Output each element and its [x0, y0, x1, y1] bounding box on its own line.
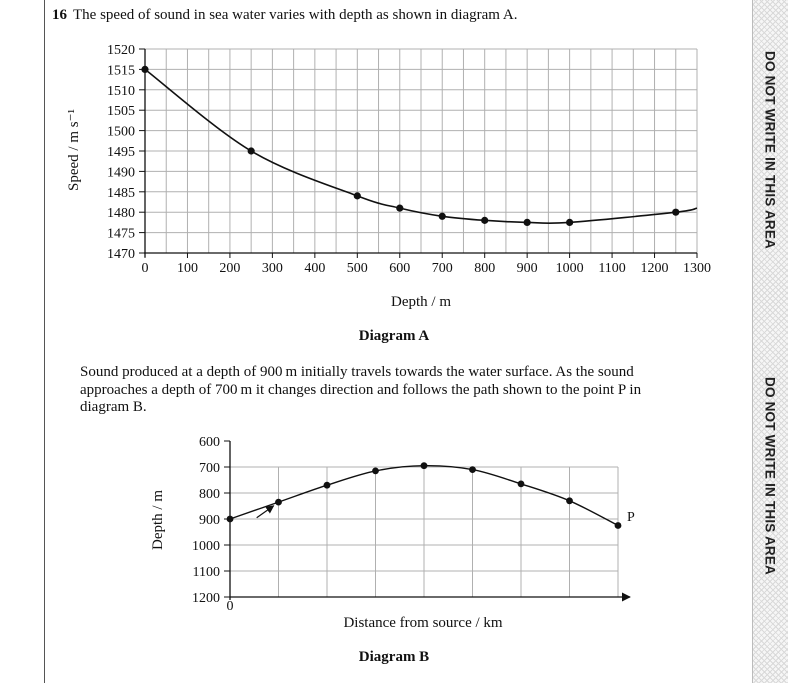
question-text: The speed of sound in sea water varies with depth as shown in diagram A.: [73, 7, 518, 23]
diagram-a-data-point: [672, 209, 679, 216]
diagram-a-data-point: [396, 205, 403, 212]
diagram-b-path-point: [275, 499, 282, 506]
diagram-a-data-point: [248, 147, 255, 154]
diagram-a-y-tick-labels: [107, 43, 145, 262]
diagram-a-data-point: [141, 66, 148, 73]
diagram-a-data-point: [481, 217, 488, 224]
diagram-a-y-tick-label: 1515: [107, 63, 135, 79]
diagram-a-y-tick-label: 1470: [107, 247, 135, 262]
diagram-a-x-tick-label: 700: [431, 261, 453, 276]
diagram-b-y-tick-label: 1100: [192, 565, 220, 580]
diagram-a-y-tick-label: 1485: [107, 185, 135, 201]
diagram-a-y-tick-label: 1500: [107, 124, 135, 140]
diagram-a-x-tick-label: 100: [176, 261, 198, 276]
diagram-a-data-point: [566, 219, 573, 226]
margin-warning-bottom: DO NOT WRITE IN THIS AREA: [762, 377, 778, 575]
diagram-b-point-p-label: P: [627, 510, 635, 525]
diagram-a-x-tick-label: 1100: [598, 261, 626, 276]
diagram-b-x-axis-label: Distance from source / km: [343, 615, 503, 631]
diagram-b-path-point: [469, 466, 476, 473]
diagram-a-x-tick-labels: [142, 253, 712, 276]
diagram-b-direction-arrow: [257, 506, 274, 518]
diagram-b-caption: Diagram B: [358, 649, 430, 665]
diagram-b-y-tick-label: 1000: [192, 539, 220, 554]
diagram-a-data-point: [354, 192, 361, 199]
diagram-b-y-tick-label: 600: [199, 435, 220, 450]
diagram-b-grid: [230, 467, 618, 597]
diagram-a-x-tick-label: 200: [219, 261, 241, 276]
diagram-a: [66, 43, 711, 344]
diagram-b-path-point: [421, 462, 428, 469]
diagram-a-data-point: [524, 219, 531, 226]
diagram-b-path-point: [227, 516, 234, 523]
diagram-b-y-axis-label: Depth / m: [150, 490, 166, 550]
diagram-a-y-tick-label: 1505: [107, 104, 135, 120]
diagram-a-y-tick-label: 1510: [107, 83, 135, 99]
diagram-b-path-point: [372, 468, 379, 475]
diagram-b: [150, 435, 635, 665]
diagram-a-x-axis-label: Depth / m: [391, 294, 451, 310]
diagram-a-x-tick-label: 1000: [555, 261, 584, 276]
diagram-a-x-tick-label: 0: [141, 261, 149, 276]
diagram-b-y-tick-labels: [192, 435, 230, 606]
diagram-b-y-tick-label: 800: [199, 487, 220, 502]
diagram-a-x-tick-label: 300: [261, 261, 283, 276]
diagram-a-y-tick-label: 1520: [107, 43, 135, 58]
diagram-a-x-tick-label: 800: [474, 261, 496, 276]
diagram-a-y-tick-label: 1495: [107, 145, 135, 160]
diagram-b-y-tick-label: 900: [199, 513, 220, 528]
diagram-a-x-tick-label: 600: [389, 261, 411, 276]
diagram-a-x-tick-label: 1200: [640, 261, 669, 276]
question-number: 16: [52, 7, 67, 23]
diagram-b-path-point: [324, 482, 331, 489]
diagram-b-path-point: [518, 481, 525, 488]
diagram-a-x-tick-label: 1300: [683, 261, 711, 276]
diagram-a-x-tick-label: 400: [304, 261, 326, 276]
margin-warning-top: DO NOT WRITE IN THIS AREA: [762, 51, 778, 249]
diagram-a-grid: [145, 49, 697, 253]
diagram-a-data-point: [439, 213, 446, 220]
diagram-b-y-tick-label: 700: [199, 461, 220, 476]
diagram-a-y-tick-label: 1475: [107, 226, 135, 242]
diagram-b-y-tick-label: 1200: [192, 591, 220, 606]
diagram-a-y-tick-label: 1480: [107, 206, 135, 222]
diagram-b-origin-label: 0: [226, 599, 234, 614]
diagram-a-caption: Diagram A: [358, 328, 430, 344]
diagram-a-x-tick-label: 500: [346, 261, 368, 276]
diagram-b-path-point: [615, 522, 622, 529]
question-paragraph: Sound produced at a depth of 900 m initially travels towards the water surface. As the sound approaches a depth of 700 m it changes direction and follows the path shown to the point P in diagram B.: [80, 364, 642, 415]
diagram-a-x-tick-label: 900: [516, 261, 538, 276]
diagram-a-y-tick-label: 1490: [107, 165, 135, 181]
diagram-b-path-point: [566, 497, 573, 504]
diagram-a-y-axis-label: Speed / m s⁻¹: [66, 109, 82, 191]
